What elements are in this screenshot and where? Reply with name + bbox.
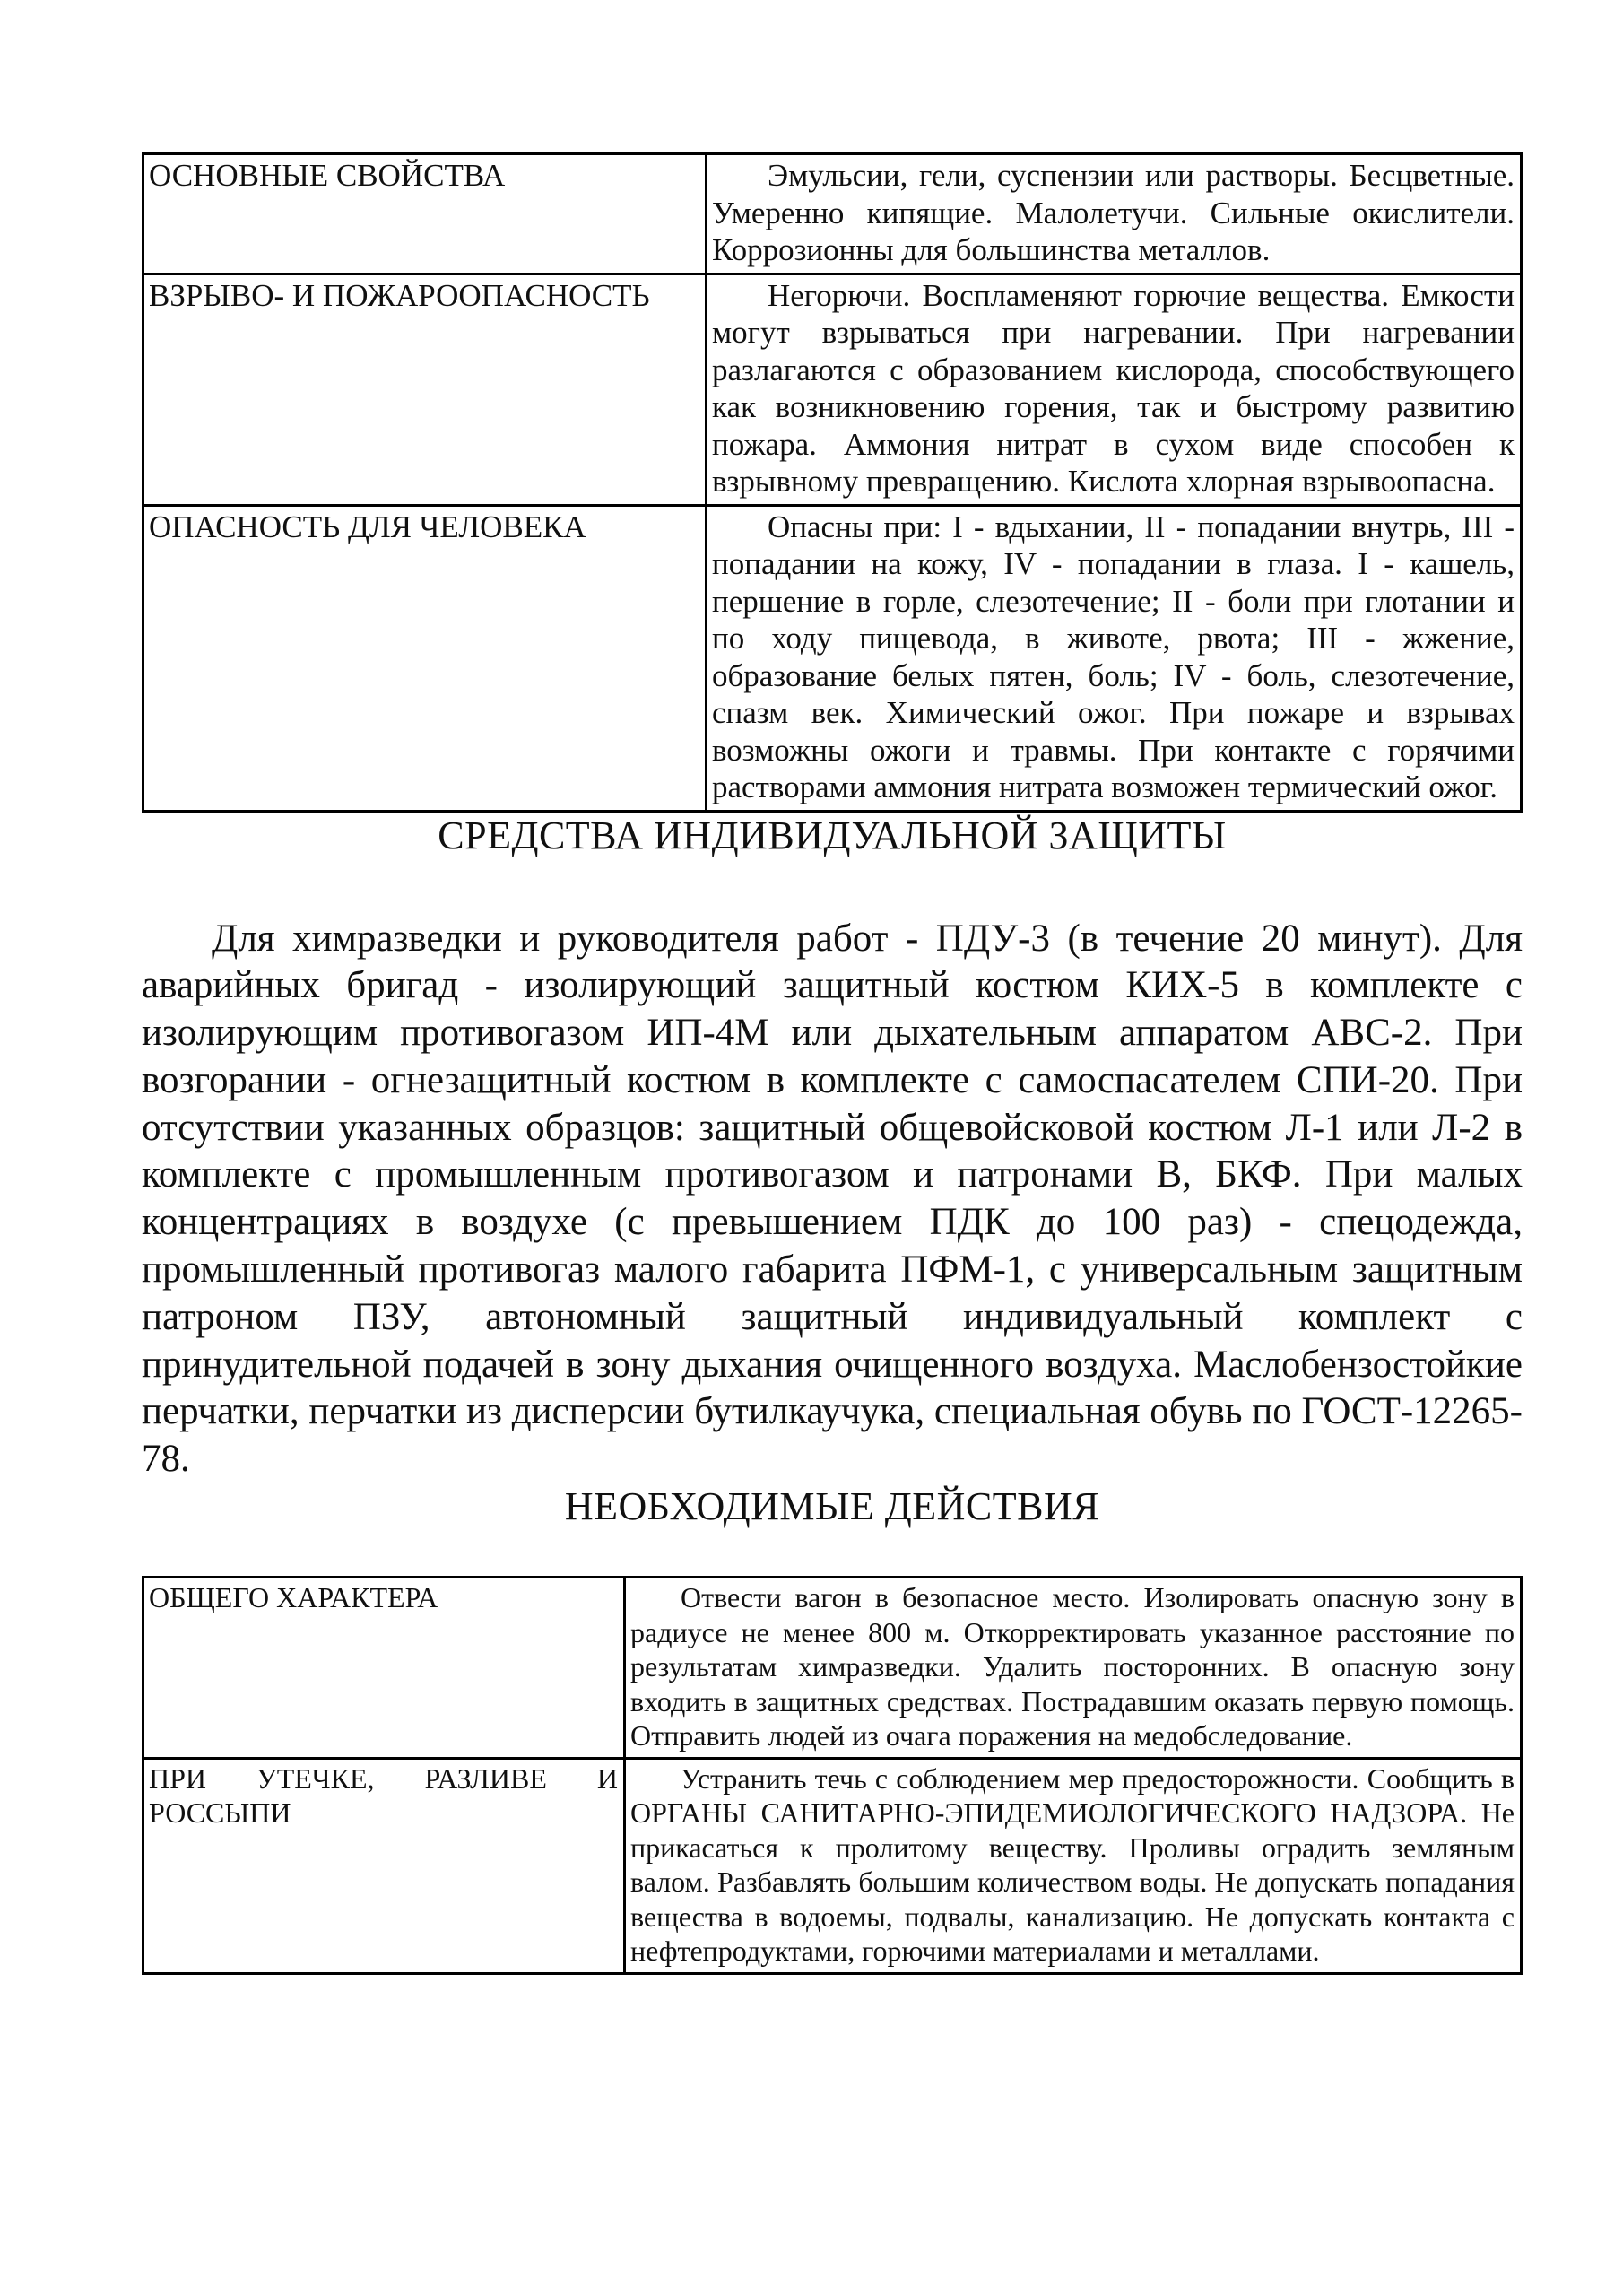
section-heading-required-actions: НЕОБХОДИМЫЕ ДЕЙСТВИЯ bbox=[564, 1484, 1100, 1529]
row-label-human-hazard: ОПАСНОСТЬ ДЛЯ ЧЕЛОВЕКА bbox=[143, 505, 707, 811]
row-text-basic-properties: Эмульсии, гели, суспензии или растворы. Бесцветные. Умеренно кипящие. Малолетучи. Сильные окислители. Коррозионны для большинства металлов. bbox=[707, 154, 1522, 274]
row-text-leak-spill-actions: Устранить течь с соблюдением мер предосторожности. Сообщить в ОРГАНЫ САНИТАРНО-ЭПИДЕМИОЛОГИЧЕСКОГО НАДЗОРА. Не прикасаться к пролитому веществу. Проливы оградить земляным валом. Разбавлять большим количеством воды. Не допускать попадания вещества в водоемы, подвалы, канализацию. Не допускать контакта с нефтепродуктами, горючими материалами и металлами. bbox=[625, 1758, 1522, 1973]
row-text-explosion-fire-hazard: Негорючи. Воспламеняют горючие вещества. Емкости могут взрываться при нагревании. При нагревании разлагаются с образованием кислорода, способствующего как возникновению горения, так и быстрому развитию пожара. Аммония нитрат в сухом виде способен к взрывному превращению. Кислота хлорная взрывоопасна. bbox=[707, 274, 1522, 505]
table-row bbox=[143, 154, 1522, 274]
row-label-leak-spill-actions: ПРИ УТЕЧКЕ, РАЗЛИВЕ И РОССЫПИ bbox=[143, 1758, 625, 1973]
required-actions-table bbox=[142, 1576, 1523, 1975]
table-row bbox=[143, 274, 1522, 505]
row-label-general-actions: ОБЩЕГО ХАРАКТЕРА bbox=[143, 1578, 625, 1759]
table-row bbox=[143, 505, 1522, 811]
row-label-explosion-fire-hazard: ВЗРЫВО- И ПОЖАРООПАСНОСТЬ bbox=[143, 274, 707, 505]
row-text-general-actions: Отвести вагон в безопасное место. Изолировать опасную зону в радиусе не менее 800 м. Откорректировать указанное расстояние по результатам химразведки. Удалить посторонних. В опасную зону входить в защитных средствах. Пострадавшим оказать первую помощь. Отправить людей из очага поражения на медобследование. bbox=[625, 1578, 1522, 1759]
row-label-basic-properties: ОСНОВНЫЕ СВОЙСТВА bbox=[143, 154, 707, 274]
document-page bbox=[142, 0, 1523, 1975]
section-heading-personal-protection: СРЕДСТВА ИНДИВИДУАЛЬНОЙ ЗАЩИТЫ bbox=[438, 813, 1227, 857]
row-text-human-hazard: Опасны при: I - вдыхании, II - попадании внутрь, III - попадании на кожу, IV - попадании в глаза. I - кашель, першение в горле, слезотечение; II - боли при глотании и по ходу пищевода, в животе, рвота; III - жжение, образование белых пятен, боль; IV - боль, слезотечение, спазм век. Химический ожог. При пожаре и взрывах возможны ожоги и травмы. При контакте с горячими растворами аммония нитрата возможен термический ожог. bbox=[707, 505, 1522, 811]
table-row bbox=[143, 1578, 1522, 1759]
properties-table bbox=[142, 152, 1523, 813]
personal-protection-paragraph: Для химразведки и руководителя работ - ПДУ-3 (в течение 20 минут). Для аварийных бригад - изолирующий защитный костюм КИХ-5 в комплекте с изолирующим противогазом ИП-4М или дыхательным аппаратом АВС-2. При возгорании - огнезащитный костюм в комплекте с самоспасателем СПИ-20. При отсутствии указанных образцов: защитный общевойсковой костюм Л-1 или Л-2 в комплекте с промышленным противогазом и патронами В, БКФ. При малых концентрациях в воздухе (с превышением ПДК до 100 раз) - спецодежда, промышленный противогаз малого габарита ПФМ-1, с универсальным защитным патроном ПЗУ, автономный защитный индивидуальный комплект с принудительной подачей в зону дыхания очищенного воздуха. Маслобензостойкие перчатки, перчатки из дисперсии бутилкаучука, специальная обувь по ГОСТ-12265-78. bbox=[142, 917, 1523, 1481]
table-row bbox=[143, 1758, 1522, 1973]
